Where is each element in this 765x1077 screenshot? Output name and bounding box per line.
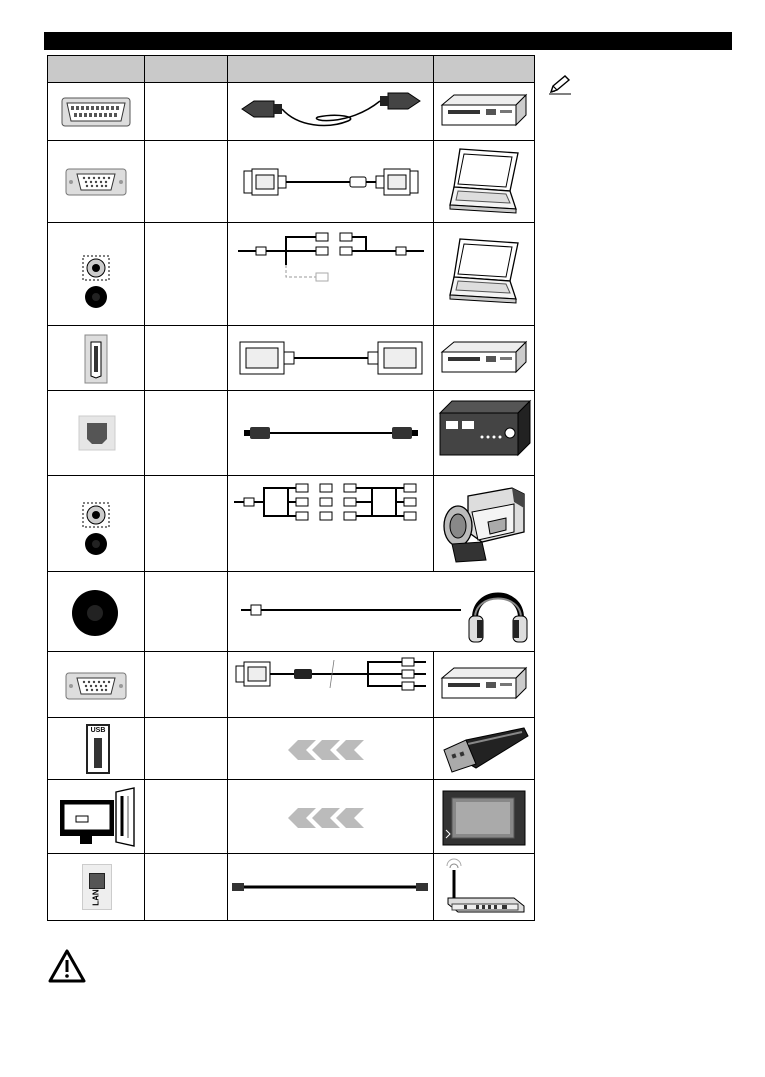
router-icon (444, 858, 528, 916)
insert-arrows-icon (286, 806, 370, 830)
table-row (48, 718, 534, 780)
table-row (48, 476, 534, 572)
camcorder-icon (442, 482, 528, 566)
column-header-cable (228, 56, 434, 82)
audio-jack-icon (82, 255, 110, 311)
header-bar (44, 32, 732, 50)
scart-cable-icon (238, 87, 424, 137)
usb-label: USB (90, 727, 106, 734)
table-row (48, 141, 534, 223)
insert-arrows-icon (286, 738, 370, 762)
table-row (48, 326, 534, 391)
headphones-icon (467, 582, 529, 644)
column-header-device (434, 56, 534, 82)
headphone-cable-icon (239, 602, 463, 618)
column-header-type (145, 56, 228, 82)
column-header-connector (48, 56, 145, 82)
usb-socket-icon (86, 724, 110, 774)
av-cable-icon (232, 480, 430, 524)
lan-label: LAN (91, 889, 101, 906)
table-row (48, 223, 534, 326)
optical-cable-icon (242, 425, 420, 441)
pencil-note-icon (547, 74, 573, 96)
usb-stick-icon (438, 724, 530, 774)
headphone-jack-icon (70, 588, 120, 638)
table-row (48, 572, 534, 652)
vga-cable-icon (242, 167, 420, 197)
table-row (48, 780, 534, 854)
dvd-player-icon (440, 93, 528, 129)
laptop-icon (446, 237, 522, 309)
ci-slot-icon (54, 786, 140, 848)
dvd-player-icon (440, 340, 528, 376)
vga-socket-icon (65, 672, 127, 700)
hdmi-socket-icon (84, 334, 108, 384)
optical-socket-icon (78, 415, 116, 451)
table-row (48, 391, 534, 476)
amplifier-icon (438, 397, 532, 459)
lan-socket-icon (82, 864, 112, 910)
lan-cable-icon (230, 880, 430, 894)
ypbpr-cable-icon (234, 656, 430, 700)
table-header (48, 56, 534, 83)
table-row (48, 652, 534, 718)
dvd-player-icon (440, 666, 528, 702)
hdmi-cable-icon (238, 336, 424, 380)
scart-socket-icon (61, 97, 131, 127)
table-row (48, 83, 534, 141)
pc-audio-cable-icon (236, 229, 426, 289)
warning-icon (47, 948, 87, 984)
cam-module-icon (442, 790, 526, 846)
table-row (48, 854, 534, 920)
av-jack-icon (82, 502, 110, 558)
laptop-icon (446, 147, 522, 219)
connections-table (47, 55, 535, 921)
vga-socket-icon (65, 168, 127, 196)
